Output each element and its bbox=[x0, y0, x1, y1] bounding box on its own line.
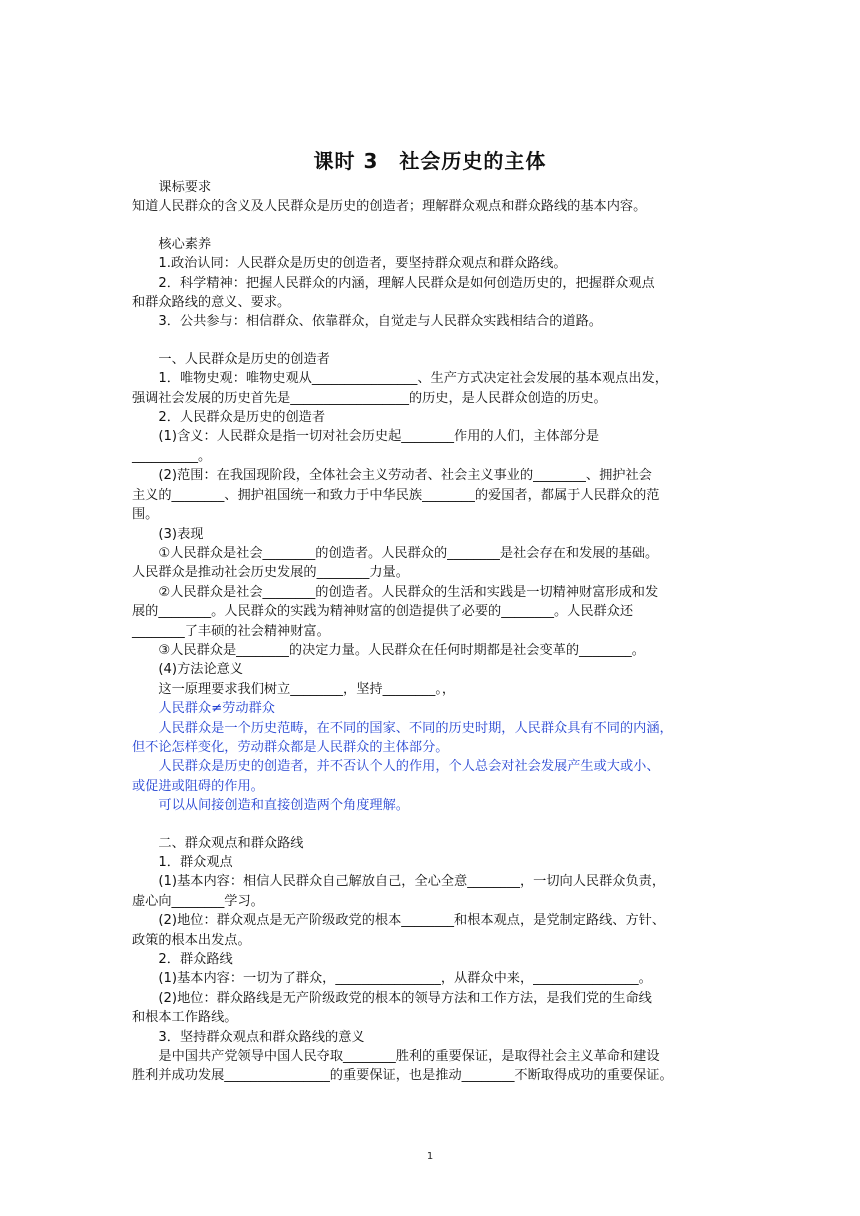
text-line: (1)基本内容：一切为了群众，________________，从群众中来，________________。 bbox=[158, 971, 652, 987]
text-line: (4)方法论意义 bbox=[158, 662, 244, 678]
page-number: 1 bbox=[426, 1151, 434, 1162]
text-line: __________。 bbox=[132, 448, 212, 464]
paragraph-gap bbox=[132, 816, 732, 834]
text-line: 人民群众是推动社会历史发展的________力量。 bbox=[132, 565, 409, 581]
text-line: 虚心向________学习。 bbox=[132, 893, 264, 909]
text-line: 和群众路线的意义、要求。 bbox=[132, 295, 291, 311]
text-line: 1．群众观点 bbox=[158, 855, 233, 870]
text-line: 是中国共产党领导中国人民夺取________胜利的重要保证，是取得社会主义革命和建设 bbox=[158, 1049, 660, 1065]
paragraph-gap bbox=[132, 332, 732, 350]
text-line: 3．坚持群众观点和群众路线的意义 bbox=[158, 1029, 365, 1045]
text-line: ②人民群众是社会________的创造者。人民群众的生活和实践是一切精神财富形成和发 bbox=[158, 584, 659, 600]
text-line: 3．公共参与：相信群众、依靠群众，自觉走与人民群众实践相结合的道路。 bbox=[158, 314, 602, 330]
text-line: (3)表现 bbox=[158, 526, 204, 542]
text-line: (2)范围：在我国现阶段，全体社会主义劳动者、社会主义事业的________、拥护社会 bbox=[158, 468, 652, 484]
text-line: 1.政治认同：人民群众是历史的创造者，要坚持群众观点和群众路线。 bbox=[158, 256, 567, 272]
note-line: 人民群众是历史的创造者，并不否认个人的作用，个人总会对社会发展产生或大或小、 bbox=[158, 759, 660, 775]
text-line: 知道人民群众的含义及人民群众是历史的创造者；理解群众观点和群众路线的基本内容。 bbox=[132, 199, 647, 215]
text-line: 主义的________、拥护祖国统一和致力于中华民族________的爱国者，都属于人民群众的范 bbox=[132, 487, 660, 503]
text-line: 1．唯物史观：唯物史观从________________、生产方式决定社会发展的基本观点出发， bbox=[158, 371, 668, 387]
text-line: 围。 bbox=[132, 507, 159, 523]
paragraph-gap bbox=[132, 217, 732, 235]
text-line: 和根本工作路线。 bbox=[132, 1010, 238, 1026]
text-line: 这一原理要求我们树立________，坚持________。， bbox=[158, 681, 456, 697]
text-line: 2．科学精神：把握人民群众的内涵，理解人民群众是如何创造历史的，把握群众观点 bbox=[158, 275, 655, 291]
text-line: 二、群众观点和群众路线 bbox=[158, 835, 304, 851]
text-line: (1)含义：人民群众是指一切对社会历史起________作用的人们，主体部分是 bbox=[158, 429, 600, 445]
text-line: 政策的根本出发点。 bbox=[132, 932, 251, 948]
page-title: 课时 3 社会历史的主体 bbox=[313, 149, 547, 173]
note-line: 可以从间接创造和直接创造两个角度理解。 bbox=[158, 798, 409, 814]
text-line: ①人民群众是社会________的创造者。人民群众的________是社会存在和发展的基础。 bbox=[158, 545, 659, 561]
document-body bbox=[132, 178, 732, 1086]
text-line: 2．人民群众是历史的创造者 bbox=[158, 410, 326, 426]
text-line: (2)地位：群众观点是无产阶级政党的根本________和根本观点，是党制定路线、方针、 bbox=[158, 913, 666, 929]
text-line: 强调社会发展的历史首先是__________________的历史，是人民群众创造的历史。 bbox=[132, 390, 607, 406]
note-line: 但不论怎样变化，劳动群众都是人民群众的主体部分。 bbox=[132, 739, 449, 755]
text-line: 展的________。人民群众的实践为精神财富的创造提供了必要的________。人民群众还 bbox=[132, 604, 634, 620]
text-line: ③人民群众是________的决定力量。人民群众在任何时期都是社会变革的________。 bbox=[158, 642, 645, 658]
text-line: 胜利并成功发展________________的重要保证，也是推动________不断取得成功的重要保证。 bbox=[132, 1068, 673, 1084]
text-line: (1)基本内容：相信人民群众自己解放自己，全心全意________，一切向人民群众负责， bbox=[158, 874, 666, 890]
note-line: 人民群众是一个历史范畴，在不同的国家、不同的历史时期，人民群众具有不同的内涵， bbox=[158, 720, 673, 736]
text-line: 核心素养 bbox=[158, 236, 212, 252]
text-line: ________了丰硕的社会精神财富。 bbox=[132, 623, 330, 639]
text-line: (2)地位：群众路线是无产阶级政党的根本的领导方法和工作方法，是我们党的生命线 bbox=[158, 990, 652, 1006]
note-line: 或促进或阻碍的作用。 bbox=[132, 778, 264, 794]
text-line: 课标要求 bbox=[158, 180, 212, 195]
text-line: 2．群众路线 bbox=[158, 952, 233, 968]
note-line: 人民群众≠劳动群众 bbox=[158, 701, 275, 717]
text-line: 一、人民群众是历史的创造者 bbox=[158, 351, 330, 367]
